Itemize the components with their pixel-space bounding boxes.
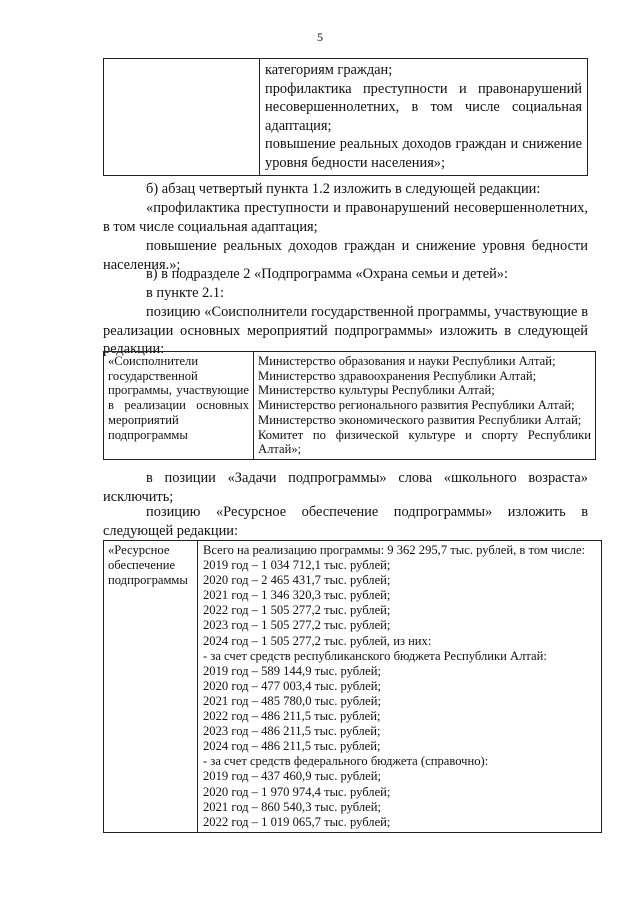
ministry-line: Министерство экономического развития Республики Алтай; <box>258 412 582 427</box>
table-line: профилактика преступности и правонарушений несовершеннолетних, в том числе социальная адаптация; <box>265 80 582 134</box>
ministry-line: Министерство регионального развития Республики Алтай; <box>258 398 575 413</box>
resource-line: 2024 год – 486 211,5 тыс. рублей; <box>203 739 381 754</box>
ministry-line: Министерство образования и науки Республики Алтай; <box>258 354 556 368</box>
continuation-table <box>103 58 588 176</box>
table-cell-empty <box>104 59 260 176</box>
paragraph: в) в подразделе 2 «Подпрограмма «Охрана семьи и детей»: <box>146 266 508 282</box>
resource-line: 2020 год – 477 003,4 тыс. рублей; <box>203 678 381 693</box>
resource-line: 2020 год – 1 970 974,4 тыс. рублей; <box>203 784 391 799</box>
paragraph: позицию «Ресурсное обеспечение подпрограммы» изложить в следующей редакции: <box>103 504 588 539</box>
table-line: категориям граждан; <box>265 62 393 78</box>
page-number: 5 <box>317 30 323 44</box>
resource-line: 2021 год – 485 780,0 тыс. рублей; <box>203 693 381 708</box>
table-cell-content <box>260 59 588 176</box>
paragraph: в пункте 2.1: <box>146 285 225 301</box>
resource-line: 2023 год – 486 211,5 тыс. рублей; <box>203 724 381 739</box>
ministry-line: Комитет по физической культуре и спорту Республики Алтай»; <box>258 427 591 457</box>
paragraph: повышение реальных доходов граждан и снижение уровня бедности населения.»; <box>103 238 588 273</box>
table-line: повышение реальных доходов граждан и снижение уровня бедности населения»; <box>265 136 582 171</box>
resource-line: 2019 год – 589 144,9 тыс. рублей; <box>203 663 381 678</box>
position-name-cell: «Соисполнители государственной программы, участвующие в реализации основных мероприятий подпрограммы <box>104 352 254 460</box>
resource-line: 2023 год – 1 505 277,2 тыс. рублей; <box>203 618 391 633</box>
paragraph: «профилактика преступности и правонарушений несовершеннолетних, в том числе социальная адаптация; <box>103 200 588 235</box>
ministry-line: Министерство здравоохранения Республики Алтай; <box>258 368 537 383</box>
paragraph: в позиции «Задачи подпрограммы» слова «школьного возраста» исключить; <box>103 470 588 505</box>
resource-line: Всего на реализацию программы: 9 362 295,7 тыс. рублей, в том числе: <box>203 543 586 557</box>
resource-line: 2022 год – 486 211,5 тыс. рублей; <box>203 709 381 724</box>
resource-line: 2024 год – 1 505 277,2 тыс. рублей, из них: <box>203 633 432 648</box>
paragraph: б) абзац четвертый пункта 1.2 изложить в следующей редакции: <box>146 181 541 197</box>
position-value-cell <box>254 352 596 460</box>
position-name-cell: «Ресурсное обеспечение подпрограммы <box>104 541 198 833</box>
resource-line: 2019 год – 437 460,9 тыс. рублей; <box>203 769 381 784</box>
resource-line: 2019 год – 1 034 712,1 тыс. рублей; <box>203 558 391 573</box>
paragraph: позицию «Соисполнители государственной программы, участвующие в реализации основных мероприятий подпрограммы» изложить в следующей редакции: <box>103 304 588 358</box>
resource-line: 2022 год – 1 505 277,2 тыс. рублей; <box>203 603 391 618</box>
resource-line: 2021 год – 1 346 320,3 тыс. рублей; <box>203 588 391 603</box>
resource-table <box>103 540 602 833</box>
resource-line: 2021 год – 860 540,3 тыс. рублей; <box>203 799 381 814</box>
position-value-cell <box>198 541 602 833</box>
resource-line: - за счет средств федерального бюджета (справочно): <box>203 754 489 769</box>
coexecutors-table <box>103 351 596 460</box>
resource-line: - за счет средств республиканского бюджета Республики Алтай: <box>203 648 547 663</box>
resource-line: 2020 год – 2 465 431,7 тыс. рублей; <box>203 573 391 588</box>
ministry-line: Министерство культуры Республики Алтай; <box>258 383 495 398</box>
resource-line: 2022 год – 1 019 065,7 тыс. рублей; <box>203 814 391 829</box>
